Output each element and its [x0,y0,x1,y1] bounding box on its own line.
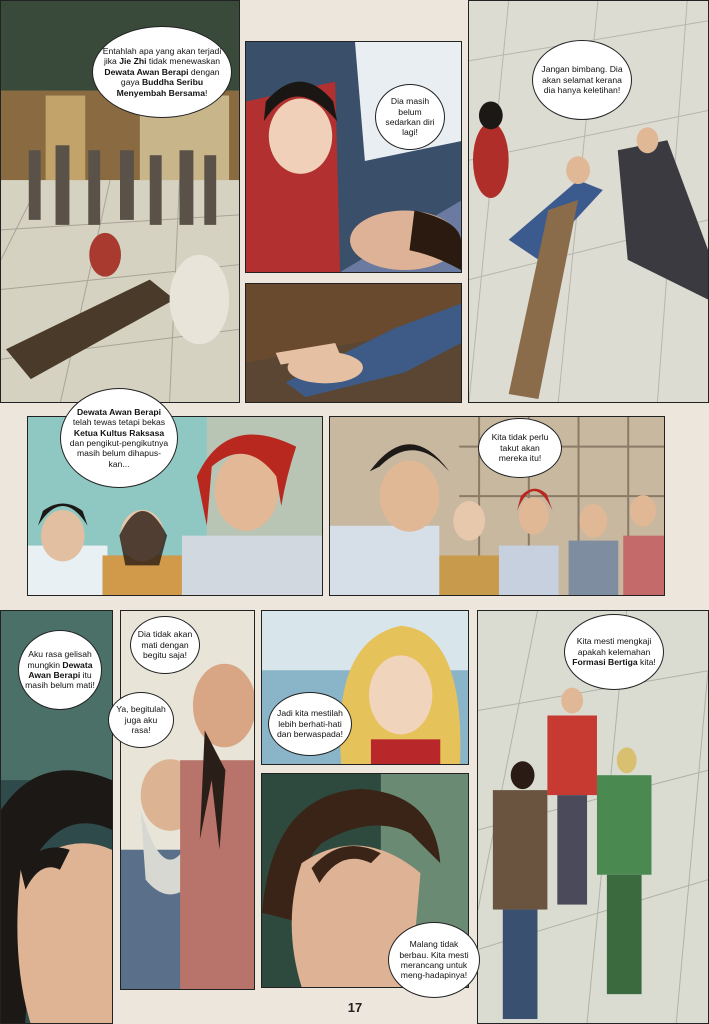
speech-bubble-p8a [130,616,200,674]
bubble-text: Dia tidak akan mati dengan begitu saja! [137,629,193,661]
elders-art [121,611,254,989]
bubble-text: Aku rasa gelisah mungkin [27,649,92,670]
speech-bubble-p2 [375,84,445,150]
bubble-text: dan pengikut-pengikutnya masih belum dihapus-kan... [69,438,169,469]
speech-bubble-p4 [532,40,632,120]
bubble-bold-text: Formasi Bertiga [572,657,638,668]
bubble-text: Ya, begitulah juga aku rasa! [116,704,166,736]
panel-limp-hand [245,283,462,403]
bubble-text: telah tewas tetapi bekas [72,417,166,428]
bubble-text: Kita mesti mengkaji apakah kelemahan [576,636,652,657]
page-number: 17 [347,1000,363,1015]
bubble-bold-text: Dewata Awan Berapi [28,659,93,680]
unconscious-art [246,42,461,272]
bubble-text: dengan gaya [120,66,220,88]
speech-bubble-p9 [268,692,352,756]
speech-bubble-p8b [108,692,174,748]
speech-bubble-p7 [18,630,102,710]
bubble-bold-text: Buddha Seribu Menyembah Bersama [116,77,205,98]
panel-unconscious-man [245,41,462,273]
speech-bubble-p6 [478,418,562,478]
bubble-text: Jangan bimbang. Dia akan selamat kerana dia hanya keletihan! [541,64,623,96]
speech-bubble-p1 [92,26,232,118]
speech-bubble-p11 [564,614,664,690]
bubble-text: Malang tidak berbau. Kita mesti merancang untuk meng-hadapinya! [399,939,469,981]
bubble-bold-text: Jie Zhi [119,56,147,67]
bubble-text: itu masih belum mati! [25,670,95,691]
bubble-text: Jadi kita mestilah lebih berhati-hati dan berwaspada! [277,708,343,740]
speech-bubble-p5 [60,388,178,488]
bubble-text: ! [204,87,208,98]
hand-art [246,284,461,402]
bubble-text: Kita tidak perlu takut akan mereka itu! [491,432,549,464]
bubble-text: tidak menewaskan [146,56,221,67]
speech-bubble-p10 [388,922,480,998]
bubble-text: kita! [637,657,656,668]
bubble-text: Entahlah apa yang akan terjadi jika [102,45,222,67]
bubble-bold-text: Dewata Awan Berapi [104,66,189,77]
bubble-bold-text: Dewata Awan Berapi [76,406,162,417]
bubble-bold-text: Ketua Kultus Raksasa [73,427,165,438]
bubble-text: Dia masih belum sedarkan diri lagi! [385,96,435,138]
